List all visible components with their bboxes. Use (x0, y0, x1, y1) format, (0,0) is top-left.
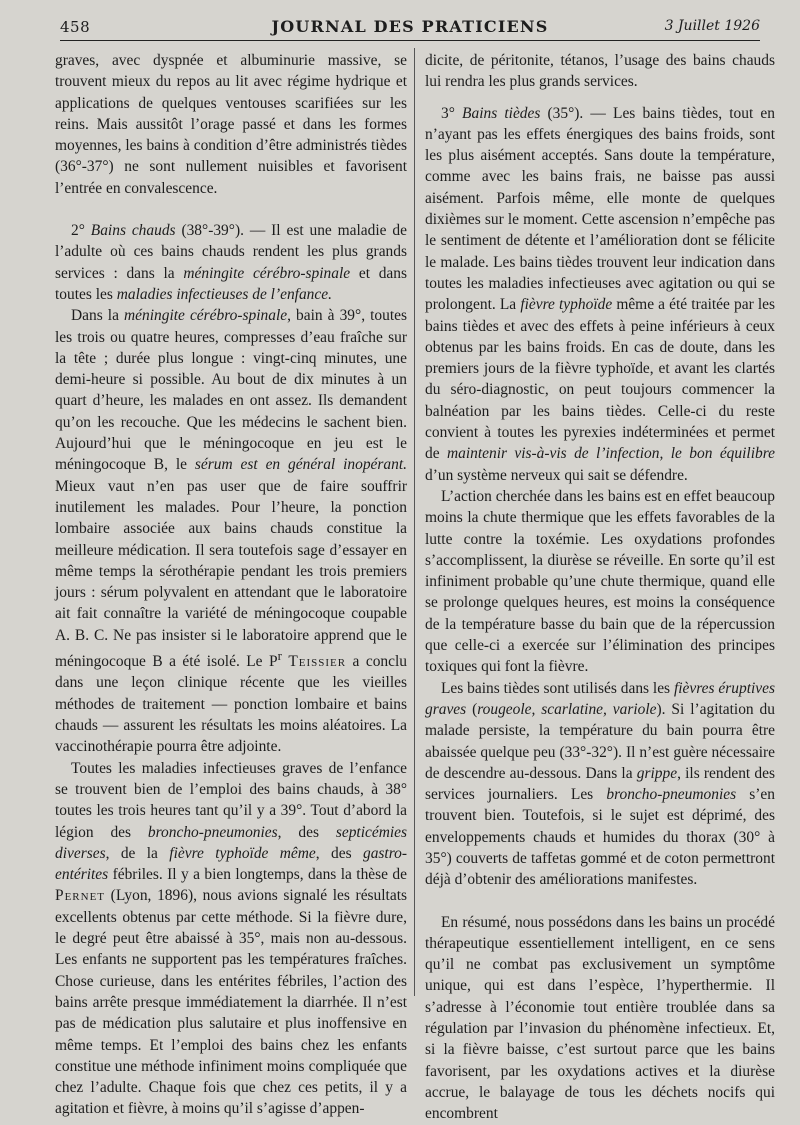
paragraph: Dans la méningite cérébro-spinale, bain à 39°, toutes les trois ou quatre heures, compresses d’eau fraîche sur la tête ; durée plus longue : vingt-cinq minutes, une demi-heure si possible. Au bout de dix minutes à un quart d’heure, les malades en ont assez. Ils demandent qu’on les recouche. Que les médecins le sachent bien. Aujourd’hui que le méningocoque en jeu est le méningocoque B, le sérum est en général inopérant. Mieux vaut n’en pas user que de faire souffrir inutilement les malades. Pour l’heure, la ponction lombaire associée aux bains chauds constitue la meilleure médication. Il sera toutefois sage d’essayer en même temps la sérothérapie pendant les trois premiers jours : sérum polyvalent en attendant que le laboratoire ait fait connaître la variété de méningocoque coupable A. B. C. Ne pas insister si le laboratoire apprend que le méningocoque B a été isolé. Le $P^r$ Teissier a conclu dans une leçon clinique récente que les vieilles méthodes de traitement — ponction lombaire et bains chauds — assurent les résultats les moins aléatoires. La vaccinothérapie pourra être adjointe. (55, 307, 407, 756)
summary-paragraph: En résumé, nous possédons dans les bains un procédé thérapeutique essentiellement intelligent, en ce sens qu’il ne combat pas exclusivement un symptôme unique, qui est dans l’espèce, l’hyperthermie. Il s’adresse à l’économie tout entière troublée dans sa régulation par l’invasion du phénomène infectieux. Et, si la fièvre baisse, c’est surtout parce que les bains favorisent, par les oxydations actives et la diurèse accrue, le balayage de tous les déchets nocifs qui encombrent (425, 913, 775, 1123)
paragraph: Toutes les maladies infectieuses graves de l’enfance se trouvent bien de l’emploi des bains chauds, à 38° toutes les trois heures tant qu’il y a 39°. Tout d’abord la légion des broncho-pneumonies, des septicémies diverses, de la fièvre typhoïde même, des gastro-entérites fébriles. Il y a bien longtemps, dans la thèse de Pernet (Lyon, 1896), nous avions signalé les résultats excellents obtenus par cette méthode. Si la fièvre dure, le degré peut être abaissé à 35°, mais non au-dessous. Les enfants ne supportent pas les températures fraîches. Chose curieuse, dans les entérites fébriles, l’action des bains arrête presque immédiatement la diarrhée. Il n’est pas de médication plus salutaire et plus inoffensive en même temps. Et l’emploi des bains chez les enfants constitue une méthode infiniment moins compliquée que chez l’adulte. Chaque fois que chez ces petits, il y a agitation et fièvre, à moins qu’il s’agisse d’appen- (55, 759, 407, 1118)
paragraph: graves, avec dyspnée et albuminurie massive, se trouvent mieux du repos au lit avec régime hydrique et applications de quelques ventouses scarifiées sur les reins. Mais aussitôt l’orage passé et dans les formes moyennes, les bains à condition d’être administrés tièdes (36°-37°) ne sont nullement nuisibles et favorisent l’entrée en convalescence. (55, 52, 407, 197)
paragraph: L’action cherchée dans les bains est en effet beaucoup moins la chute thermique que les effets favorables de la lutte contre la toxémie. Les oxydations profondes s’accomplissent, la diurèse se réveille. En sorte qu’il est infiniment probable qu’une chute thermique, quand elle se prolonge quelques heures, est moins la conséquence de la température basse du bain que de la répercussion que celle-ci a exercée sur l’élimination des principes toxiques qui font la fièvre. (425, 487, 775, 676)
paragraph: dicite, de péritonite, tétanos, l’usage des bains chauds lui rendra les plus grands services. (425, 52, 775, 91)
section-bains-tiedes: 3° Bains tièdes (35°). — Les bains tièdes, tout en n’ayant pas les effets énergiques des bains froids, sont les plus aisément acceptés. Sans doute la température, comme avec les bains frais, ne baisse pas aussi aisément. Parfois même, elle monte de quelques dixièmes sur le moment. Cette ascension n’empêche pas le sentiment de détente et l’amélioration dont se félicite le malade. Les bains tièdes trouvent leur indication dans toutes les maladies infectieuses avec agitation ou qui se prolongent. La fièvre typhoïde même a été traitée par les bains tièdes et avec des effets à peine inférieurs à ceux obtenus par les bains froids. En cas de doute, dans les premiers jours de la fièvre typhoïde, et avant les clartés du séro-diagnostic, on peut toujours commencer la balnéation par les bains tièdes. Celle-ci du reste convient à toutes les pyrexies indéterminées et permet de maintenir vis-à-vis de l’infection, le bon équilibre d’un système nerveux qui sait se défendre. (425, 104, 775, 484)
author-name: Pernet (55, 887, 106, 905)
section-bains-chauds: 2° Bains chauds (38°-39°). — Il est une maladie de l’adulte où ces bains chauds rendent les plus grands services : dans la méningite cérébro-spinale et dans toutes les maladies infectieuses de l’enfance. (55, 222, 408, 303)
column-divider (414, 48, 415, 996)
section-heading: Bains chauds (90, 222, 176, 240)
issue-date: 3 Juillet 1926 (664, 18, 760, 34)
author-name: Teissier (288, 653, 347, 671)
paragraph: Les bains tièdes sont utilisés dans les fièvres éruptives graves (rougeole, scarlatine, variole). Si l’agitation du malade persiste, la température du bain pourra être abaissée quelque peu (33°-32°). Il n’est guère nécessaire de descendre au-dessous. Dans la grippe, ils rendent des services journaliers. Les broncho-pneumonies s’en trouvent bien. Toutefois, si le sujet est déprimé, des enveloppements chauds et humides du thorax (30° à 35°) couverts de taffetas gommé et de coton permettront déjà d’obtenir des améliorations manifestes. (425, 679, 775, 889)
journal-title: JOURNAL DES PRATICIENS (271, 17, 549, 36)
page-number: 458 (60, 18, 91, 36)
section-heading: Bains tièdes (462, 104, 541, 122)
page-header (60, 14, 760, 41)
right-column (425, 50, 775, 1123)
left-column (55, 50, 408, 1118)
